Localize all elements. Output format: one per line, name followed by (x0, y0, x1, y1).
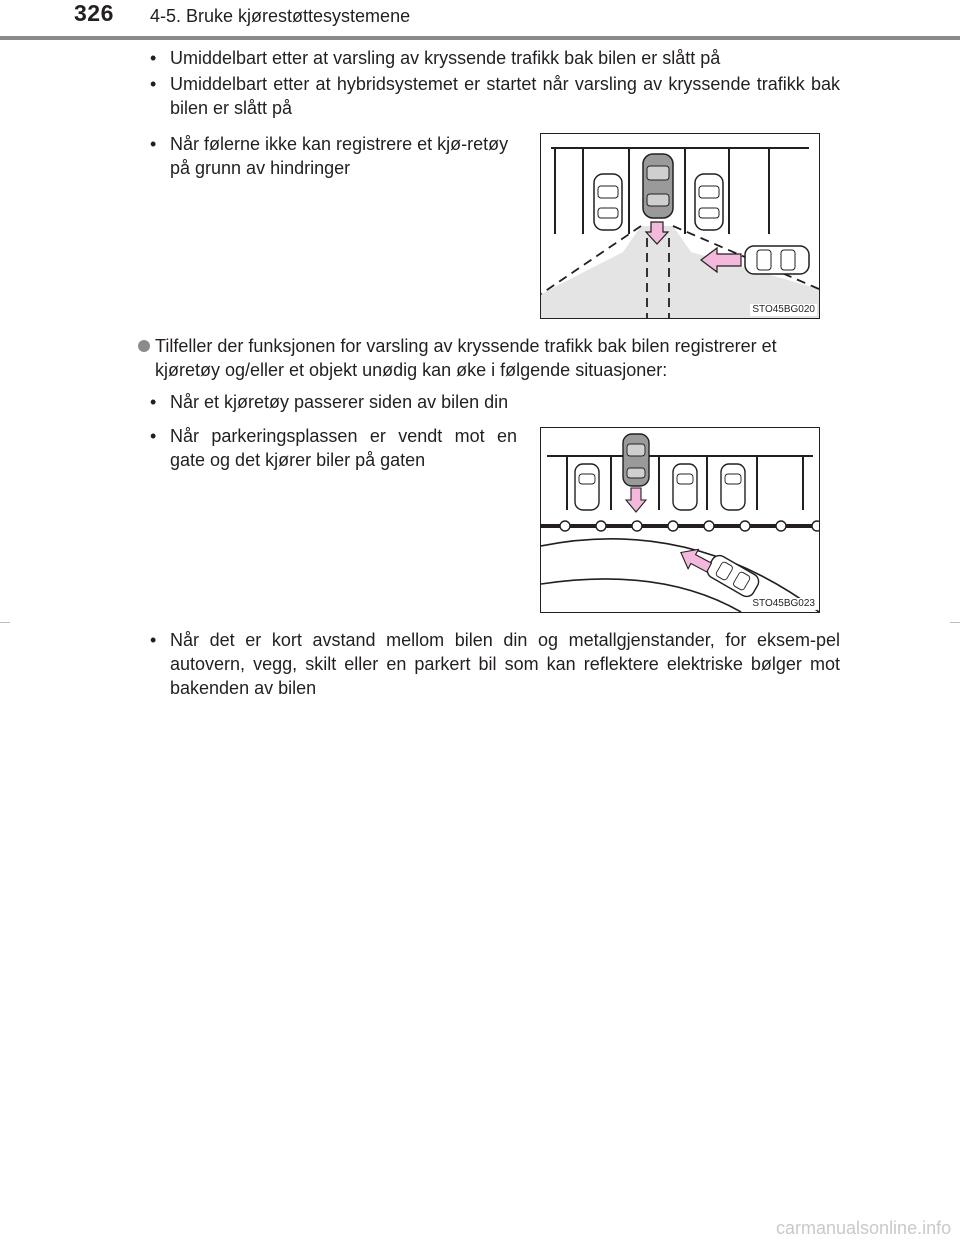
parking-street-illustration (541, 428, 819, 612)
footer-watermark: carmanualsonline.info (776, 1218, 952, 1238)
detection-zone-left (541, 226, 641, 318)
bullet-text-right-after-activation: Umiddelbart etter at varsling av kryssende trafikk bak bilen er slått på (170, 48, 721, 68)
road-edge-lower (541, 579, 741, 612)
bullet-text-after-hybrid-start: Umiddelbart etter at hybridsystemet er startet når varsling av kryssende trafikk bak bilen er slått på (170, 74, 840, 118)
figure-parking-street (540, 427, 820, 613)
parking-lines (551, 148, 809, 234)
crop-mark-right (950, 622, 960, 623)
bullet-text-obstacles: Når følerne ikke kan registrere et kjø-retøy på grunn av hindringer (170, 134, 509, 178)
bullet-marker: • (150, 630, 157, 650)
figure-code: STO45BG023 (752, 598, 815, 609)
header-rule (0, 36, 960, 40)
page-number: 326 (74, 0, 114, 26)
approaching-car (745, 246, 809, 274)
crop-mark-left (0, 622, 10, 623)
parking-obstacles-illustration (541, 134, 819, 318)
section-bullet-icon (138, 340, 150, 352)
parked-car-right (695, 174, 723, 230)
bullet-marker: • (150, 134, 157, 154)
bullet-text-passing-vehicle: Når et kjøretøy passerer siden av bilen din (170, 392, 509, 412)
bullet-marker: • (150, 74, 157, 94)
chapter-title: 4-5. Bruke kjørestøttesystemene (150, 6, 411, 26)
figure-parking-obstacles (540, 133, 820, 319)
bullet-text-metal-objects: Når det er kort avstand mellom bilen din og metallgjenstander, for eksem-pel autovern, vegg, skilt eller en parkert bil som kan reflektere elektriske bølger mot bakenden av bilen (170, 630, 840, 698)
reverse-arrow (626, 488, 646, 512)
bullet-text-street-traffic: Når parkeringsplassen er vendt mot en gate og det kjører biler på gaten (170, 426, 517, 470)
bullet-marker: • (150, 426, 157, 446)
figure-code: STO45BG020 (752, 304, 815, 315)
parked-car-left (594, 174, 622, 230)
own-car (643, 154, 673, 218)
street-car (704, 553, 761, 600)
bullet-marker: • (150, 48, 157, 68)
page-header (0, 0, 960, 40)
section-intro-text: Tilfeller der funksjonen for varsling av kryssende trafikk bak bilen registrerer et kjøretøy og/eller et objekt unødig kan øke i følgende situasjoner: (155, 336, 777, 380)
bullet-marker: • (150, 392, 157, 412)
own-car (623, 434, 649, 486)
